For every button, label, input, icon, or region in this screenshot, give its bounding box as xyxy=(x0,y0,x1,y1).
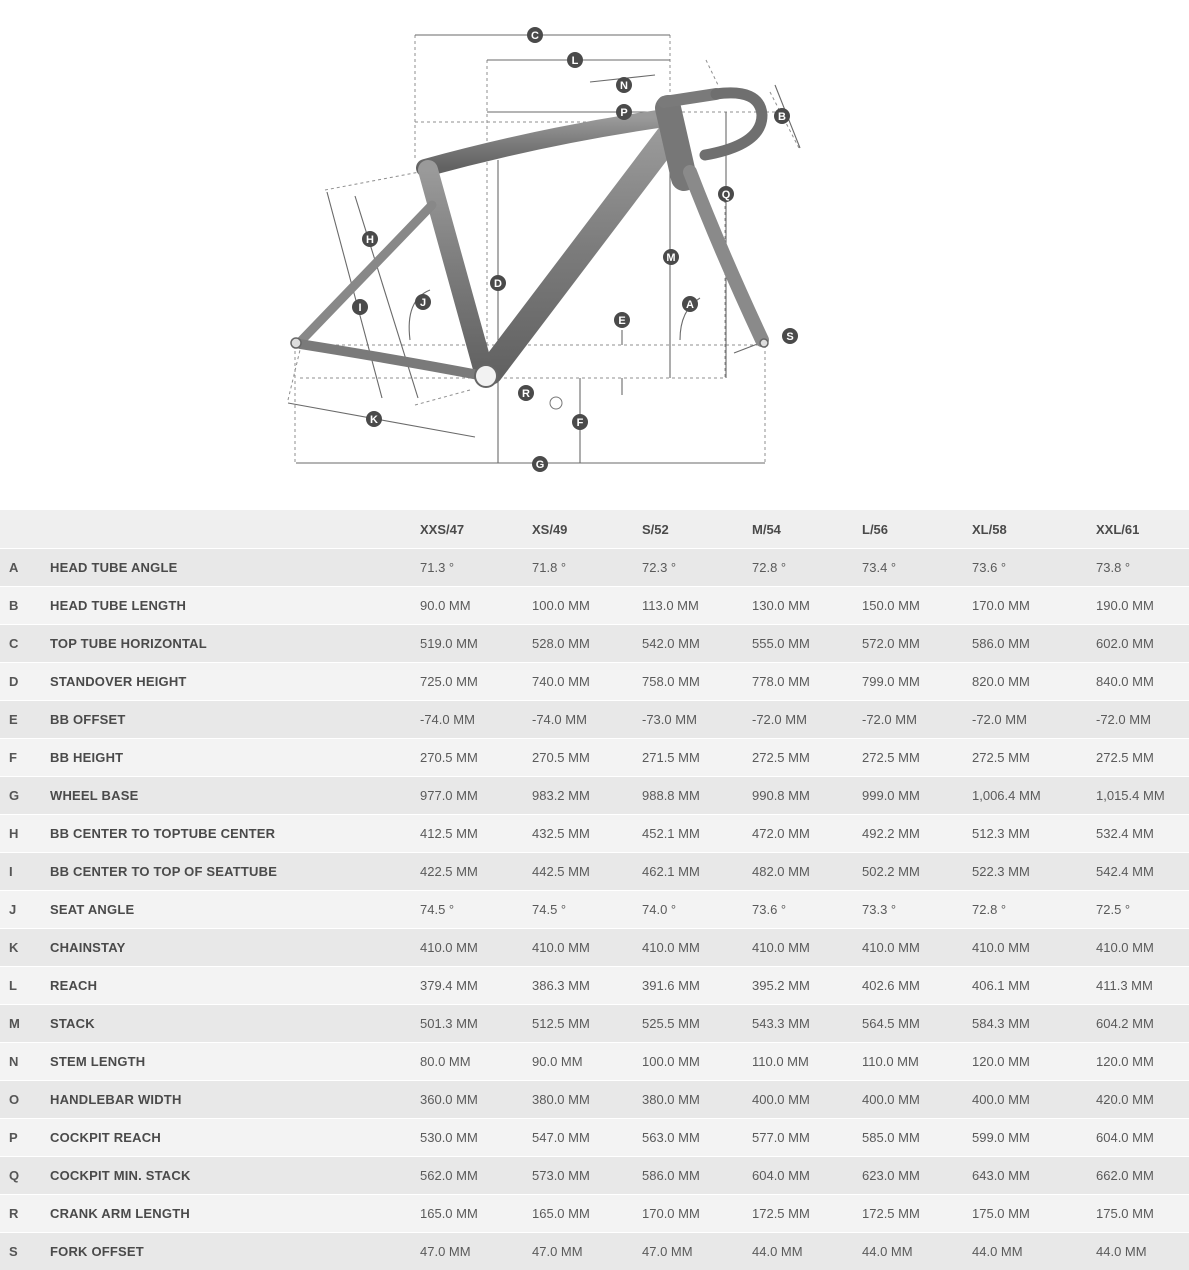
row-value: 532.4 MM xyxy=(1096,815,1189,853)
row-value: 410.0 MM xyxy=(642,929,752,967)
row-value: 400.0 MM xyxy=(752,1081,862,1119)
row-letter: G xyxy=(0,777,50,815)
row-value: 73.3 ° xyxy=(862,891,972,929)
row-value: 420.0 MM xyxy=(1096,1081,1189,1119)
svg-text:E: E xyxy=(618,315,625,327)
row-value: 820.0 MM xyxy=(972,663,1096,701)
row-value: 410.0 MM xyxy=(972,929,1096,967)
row-value: 586.0 MM xyxy=(642,1157,752,1195)
row-value: 411.3 MM xyxy=(1096,967,1189,1005)
row-measurement-name: HEAD TUBE ANGLE xyxy=(50,549,420,587)
svg-text:M: M xyxy=(666,252,675,264)
row-value: 44.0 MM xyxy=(1096,1233,1189,1270)
row-measurement-name: HEAD TUBE LENGTH xyxy=(50,587,420,625)
dimension-label-k xyxy=(366,411,382,427)
row-letter: N xyxy=(0,1043,50,1081)
bike-geometry-diagram xyxy=(0,0,1189,505)
dimension-label-s xyxy=(782,328,798,344)
dimension-label-d xyxy=(490,275,506,291)
dimension-label-a xyxy=(682,296,698,312)
svg-text:S: S xyxy=(786,331,793,343)
table-row xyxy=(0,891,1189,929)
row-measurement-name: FORK OFFSET xyxy=(50,1233,420,1270)
row-value: -72.0 MM xyxy=(972,701,1096,739)
table-row xyxy=(0,1157,1189,1195)
row-value: 270.5 MM xyxy=(532,739,642,777)
row-value: 73.4 ° xyxy=(862,549,972,587)
size-header: L/56 xyxy=(862,510,972,549)
row-value: 72.5 ° xyxy=(1096,891,1189,929)
row-value: 412.5 MM xyxy=(420,815,532,853)
row-value: 380.0 MM xyxy=(642,1081,752,1119)
row-value: 563.0 MM xyxy=(642,1119,752,1157)
row-value: 44.0 MM xyxy=(972,1233,1096,1270)
row-value: 74.5 ° xyxy=(420,891,532,929)
row-value: 999.0 MM xyxy=(862,777,972,815)
row-value: -74.0 MM xyxy=(420,701,532,739)
row-value: 172.5 MM xyxy=(862,1195,972,1233)
table-row xyxy=(0,1195,1189,1233)
row-letter: J xyxy=(0,891,50,929)
row-value: 502.2 MM xyxy=(862,853,972,891)
row-value: 604.0 MM xyxy=(1096,1119,1189,1157)
size-header: XXS/47 xyxy=(420,510,532,549)
row-measurement-name: COCKPIT MIN. STACK xyxy=(50,1157,420,1195)
row-value: 74.0 ° xyxy=(642,891,752,929)
row-value: 110.0 MM xyxy=(752,1043,862,1081)
row-value: 586.0 MM xyxy=(972,625,1096,663)
row-value: -72.0 MM xyxy=(752,701,862,739)
row-value: 662.0 MM xyxy=(1096,1157,1189,1195)
dimension-label-l xyxy=(567,52,583,68)
row-value: 74.5 ° xyxy=(532,891,642,929)
row-letter: D xyxy=(0,663,50,701)
dimension-label-n xyxy=(616,77,632,93)
row-letter: H xyxy=(0,815,50,853)
row-value: 130.0 MM xyxy=(752,587,862,625)
row-value: 110.0 MM xyxy=(862,1043,972,1081)
row-value: 778.0 MM xyxy=(752,663,862,701)
row-value: 120.0 MM xyxy=(1096,1043,1189,1081)
row-value: 400.0 MM xyxy=(862,1081,972,1119)
row-value: 1,006.4 MM xyxy=(972,777,1096,815)
row-value: 150.0 MM xyxy=(862,587,972,625)
row-value: 100.0 MM xyxy=(532,587,642,625)
row-value: 272.5 MM xyxy=(862,739,972,777)
table-row xyxy=(0,701,1189,739)
row-value: 71.3 ° xyxy=(420,549,532,587)
row-value: 519.0 MM xyxy=(420,625,532,663)
row-value: 492.2 MM xyxy=(862,815,972,853)
row-letter: O xyxy=(0,1081,50,1119)
row-value: 643.0 MM xyxy=(972,1157,1096,1195)
row-value: 482.0 MM xyxy=(752,853,862,891)
row-measurement-name: STEM LENGTH xyxy=(50,1043,420,1081)
header-spacer xyxy=(50,510,420,549)
table-row xyxy=(0,549,1189,587)
row-value: 71.8 ° xyxy=(532,549,642,587)
table-row xyxy=(0,1043,1189,1081)
table-row xyxy=(0,929,1189,967)
row-measurement-name: SEAT ANGLE xyxy=(50,891,420,929)
dimension-label-r xyxy=(518,385,534,401)
row-measurement-name: STANDOVER HEIGHT xyxy=(50,663,420,701)
row-value: 379.4 MM xyxy=(420,967,532,1005)
table-row xyxy=(0,967,1189,1005)
row-value: 542.0 MM xyxy=(642,625,752,663)
row-value: 1,015.4 MM xyxy=(1096,777,1189,815)
row-value: 542.4 MM xyxy=(1096,853,1189,891)
row-measurement-name: BB CENTER TO TOP OF SEATTUBE xyxy=(50,853,420,891)
svg-text:H: H xyxy=(366,234,374,246)
dimension-label-g xyxy=(532,456,548,472)
row-value: 44.0 MM xyxy=(752,1233,862,1270)
row-value: 44.0 MM xyxy=(862,1233,972,1270)
row-value: 462.1 MM xyxy=(642,853,752,891)
row-value: 380.0 MM xyxy=(532,1081,642,1119)
size-header: XXL/61 xyxy=(1096,510,1189,549)
row-value: 90.0 MM xyxy=(420,587,532,625)
row-value: 100.0 MM xyxy=(642,1043,752,1081)
dimension-label-q xyxy=(718,186,734,202)
svg-text:N: N xyxy=(620,80,628,92)
row-value: 530.0 MM xyxy=(420,1119,532,1157)
row-value: 410.0 MM xyxy=(862,929,972,967)
row-letter: C xyxy=(0,625,50,663)
row-value: 360.0 MM xyxy=(420,1081,532,1119)
row-value: 400.0 MM xyxy=(972,1081,1096,1119)
row-value: 72.8 ° xyxy=(972,891,1096,929)
dimension-label-b xyxy=(774,108,790,124)
row-value: 272.5 MM xyxy=(972,739,1096,777)
svg-text:A: A xyxy=(686,299,694,311)
svg-text:G: G xyxy=(536,459,545,471)
row-measurement-name: BB CENTER TO TOPTUBE CENTER xyxy=(50,815,420,853)
table-row xyxy=(0,587,1189,625)
table-row xyxy=(0,1233,1189,1270)
row-measurement-name: TOP TUBE HORIZONTAL xyxy=(50,625,420,663)
row-value: 599.0 MM xyxy=(972,1119,1096,1157)
row-value: -74.0 MM xyxy=(532,701,642,739)
table-row xyxy=(0,853,1189,891)
geometry-table xyxy=(0,510,1189,1270)
row-value: 175.0 MM xyxy=(1096,1195,1189,1233)
row-value: 990.8 MM xyxy=(752,777,862,815)
row-value: 410.0 MM xyxy=(752,929,862,967)
row-value: 165.0 MM xyxy=(532,1195,642,1233)
row-value: 512.5 MM xyxy=(532,1005,642,1043)
row-value: 165.0 MM xyxy=(420,1195,532,1233)
row-measurement-name: REACH xyxy=(50,967,420,1005)
row-measurement-name: COCKPIT REACH xyxy=(50,1119,420,1157)
row-value: 47.0 MM xyxy=(642,1233,752,1270)
row-measurement-name: HANDLEBAR WIDTH xyxy=(50,1081,420,1119)
row-measurement-name: CHAINSTAY xyxy=(50,929,420,967)
row-value: 977.0 MM xyxy=(420,777,532,815)
row-value: 623.0 MM xyxy=(862,1157,972,1195)
svg-text:C: C xyxy=(531,30,539,42)
row-value: 799.0 MM xyxy=(862,663,972,701)
dimension-label-c xyxy=(527,27,543,43)
dimension-label-j xyxy=(415,294,431,310)
row-letter: A xyxy=(0,549,50,587)
row-value: 988.8 MM xyxy=(642,777,752,815)
table-row xyxy=(0,1119,1189,1157)
row-letter: Q xyxy=(0,1157,50,1195)
row-value: 725.0 MM xyxy=(420,663,532,701)
row-value: 501.3 MM xyxy=(420,1005,532,1043)
row-value: 555.0 MM xyxy=(752,625,862,663)
row-measurement-name: WHEEL BASE xyxy=(50,777,420,815)
bike-frame xyxy=(291,93,768,409)
header-spacer xyxy=(0,510,50,549)
row-value: 170.0 MM xyxy=(972,587,1096,625)
row-value: 525.5 MM xyxy=(642,1005,752,1043)
row-value: 543.3 MM xyxy=(752,1005,862,1043)
row-value: 604.0 MM xyxy=(752,1157,862,1195)
dimension-label-p xyxy=(616,104,632,120)
row-value: 572.0 MM xyxy=(862,625,972,663)
row-letter: I xyxy=(0,853,50,891)
row-value: 175.0 MM xyxy=(972,1195,1096,1233)
row-value: 528.0 MM xyxy=(532,625,642,663)
row-value: 170.0 MM xyxy=(642,1195,752,1233)
row-value: 432.5 MM xyxy=(532,815,642,853)
row-letter: B xyxy=(0,587,50,625)
row-value: -72.0 MM xyxy=(1096,701,1189,739)
dimension-label-i xyxy=(352,299,368,315)
size-header: XS/49 xyxy=(532,510,642,549)
row-letter: R xyxy=(0,1195,50,1233)
row-value: 386.3 MM xyxy=(532,967,642,1005)
row-value: 47.0 MM xyxy=(532,1233,642,1270)
row-letter: P xyxy=(0,1119,50,1157)
svg-text:Q: Q xyxy=(722,189,731,201)
svg-text:P: P xyxy=(620,107,627,119)
row-value: 410.0 MM xyxy=(532,929,642,967)
row-letter: F xyxy=(0,739,50,777)
row-value: 391.6 MM xyxy=(642,967,752,1005)
row-value: 564.5 MM xyxy=(862,1005,972,1043)
row-value: 522.3 MM xyxy=(972,853,1096,891)
row-value: 577.0 MM xyxy=(752,1119,862,1157)
dimension-label-f xyxy=(572,414,588,430)
table-row xyxy=(0,1005,1189,1043)
row-value: -73.0 MM xyxy=(642,701,752,739)
svg-text:D: D xyxy=(494,278,502,290)
row-value: 90.0 MM xyxy=(532,1043,642,1081)
row-value: 272.5 MM xyxy=(1096,739,1189,777)
row-letter: K xyxy=(0,929,50,967)
row-value: 72.3 ° xyxy=(642,549,752,587)
table-header-row xyxy=(0,510,1189,549)
row-value: 840.0 MM xyxy=(1096,663,1189,701)
size-header: S/52 xyxy=(642,510,752,549)
row-value: 740.0 MM xyxy=(532,663,642,701)
row-value: 452.1 MM xyxy=(642,815,752,853)
row-measurement-name: BB HEIGHT xyxy=(50,739,420,777)
row-letter: E xyxy=(0,701,50,739)
row-value: 406.1 MM xyxy=(972,967,1096,1005)
row-value: 270.5 MM xyxy=(420,739,532,777)
row-value: 395.2 MM xyxy=(752,967,862,1005)
row-value: 758.0 MM xyxy=(642,663,752,701)
row-value: 271.5 MM xyxy=(642,739,752,777)
row-value: -72.0 MM xyxy=(862,701,972,739)
dimension-label-m xyxy=(663,249,679,265)
row-value: 422.5 MM xyxy=(420,853,532,891)
svg-text:K: K xyxy=(370,414,378,426)
row-measurement-name: STACK xyxy=(50,1005,420,1043)
row-value: 983.2 MM xyxy=(532,777,642,815)
table-row xyxy=(0,739,1189,777)
row-measurement-name: BB OFFSET xyxy=(50,701,420,739)
row-value: 472.0 MM xyxy=(752,815,862,853)
row-value: 410.0 MM xyxy=(420,929,532,967)
dimension-label-e xyxy=(614,312,630,328)
table-row xyxy=(0,625,1189,663)
size-header: M/54 xyxy=(752,510,862,549)
row-value: 47.0 MM xyxy=(420,1233,532,1270)
row-value: 604.2 MM xyxy=(1096,1005,1189,1043)
row-value: 602.0 MM xyxy=(1096,625,1189,663)
row-value: 73.6 ° xyxy=(752,891,862,929)
svg-text:J: J xyxy=(420,297,426,309)
row-value: 190.0 MM xyxy=(1096,587,1189,625)
row-letter: L xyxy=(0,967,50,1005)
row-value: 562.0 MM xyxy=(420,1157,532,1195)
dimension-label-h xyxy=(362,231,378,247)
row-value: 80.0 MM xyxy=(420,1043,532,1081)
svg-text:I: I xyxy=(358,302,361,314)
row-letter: S xyxy=(0,1233,50,1270)
row-value: 573.0 MM xyxy=(532,1157,642,1195)
row-letter: M xyxy=(0,1005,50,1043)
table-row xyxy=(0,1081,1189,1119)
row-value: 73.8 ° xyxy=(1096,549,1189,587)
row-value: 512.3 MM xyxy=(972,815,1096,853)
table-row xyxy=(0,663,1189,701)
svg-text:F: F xyxy=(577,417,584,429)
svg-text:B: B xyxy=(778,111,786,123)
row-value: 172.5 MM xyxy=(752,1195,862,1233)
table-row xyxy=(0,815,1189,853)
row-value: 72.8 ° xyxy=(752,549,862,587)
row-value: 113.0 MM xyxy=(642,587,752,625)
row-value: 585.0 MM xyxy=(862,1119,972,1157)
row-value: 442.5 MM xyxy=(532,853,642,891)
svg-text:R: R xyxy=(522,388,530,400)
row-value: 120.0 MM xyxy=(972,1043,1096,1081)
row-value: 272.5 MM xyxy=(752,739,862,777)
row-measurement-name: CRANK ARM LENGTH xyxy=(50,1195,420,1233)
table-row xyxy=(0,777,1189,815)
svg-text:L: L xyxy=(572,55,579,67)
size-header: XL/58 xyxy=(972,510,1096,549)
row-value: 547.0 MM xyxy=(532,1119,642,1157)
row-value: 584.3 MM xyxy=(972,1005,1096,1043)
row-value: 73.6 ° xyxy=(972,549,1096,587)
row-value: 410.0 MM xyxy=(1096,929,1189,967)
row-value: 402.6 MM xyxy=(862,967,972,1005)
